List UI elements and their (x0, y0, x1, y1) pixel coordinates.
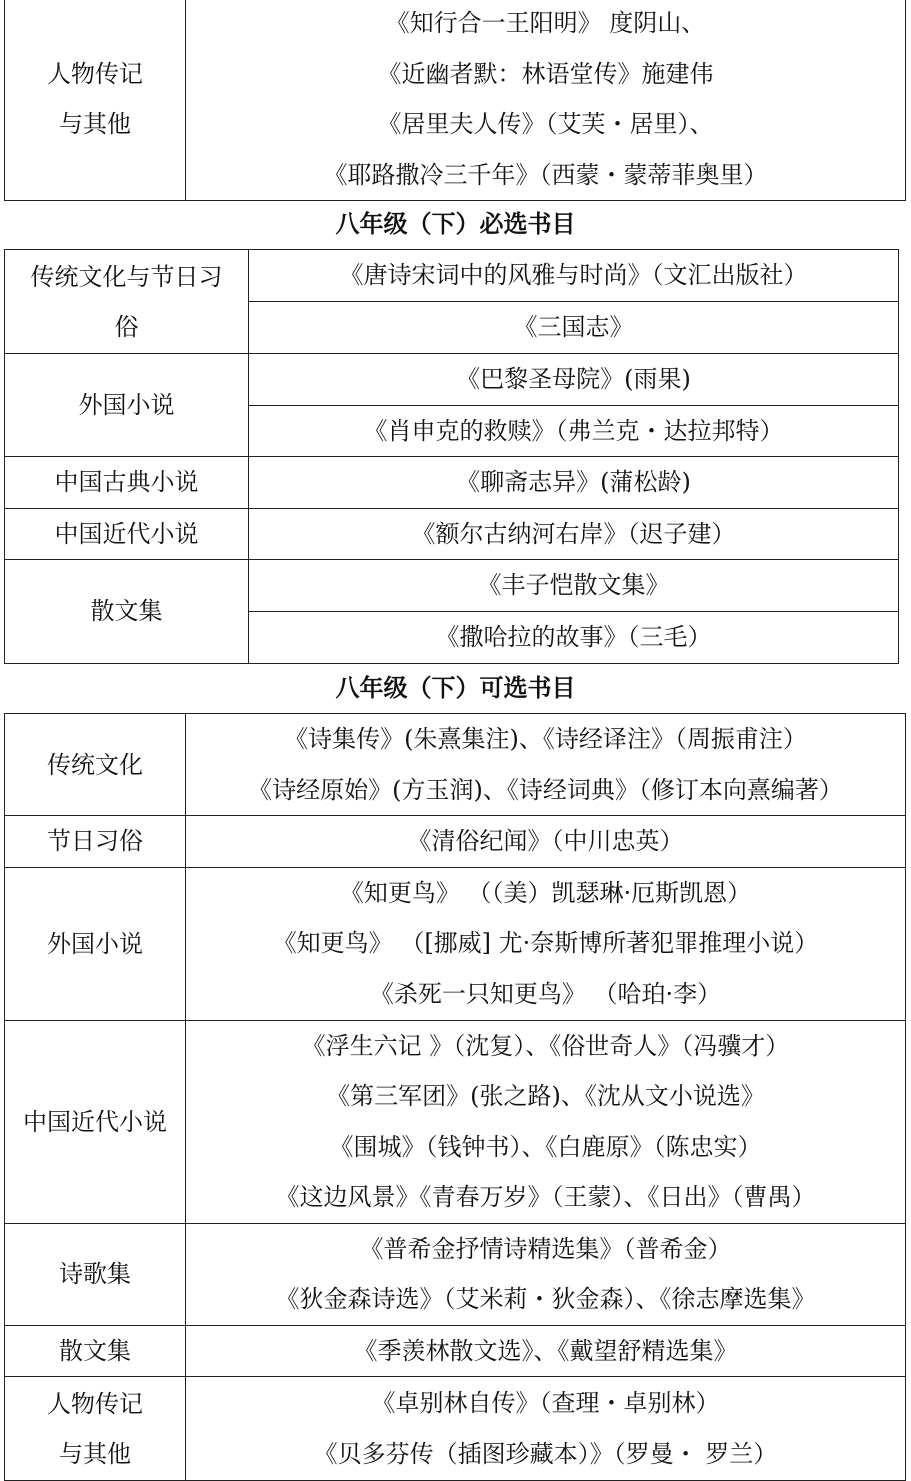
table-row (5, 508, 899, 560)
category-cell: 散文集 (5, 1325, 186, 1377)
section-title-optional: 八年级（下）可选书目 (335, 674, 576, 702)
books-cell: 《季羡林散文选》、《戴望舒精选集》 (186, 1325, 906, 1377)
table-row (5, 1223, 906, 1325)
table-row (5, 1377, 906, 1481)
books-cell: 《知更鸟》 （（美）凯瑟琳·厄斯凯恩） 《知更鸟》 （[挪威] 尤·奈斯博所著犯罪推理小说） 《杀死一只知更鸟》 （哈珀·李） (186, 867, 906, 1020)
table-row (5, 714, 906, 816)
books-cell: 《诗集传》(朱熹集注)、《诗经译注》（周振甫注） 《诗经原始》(方玉润)、《诗经词典》（修订本向熹编著） (186, 714, 906, 816)
category-cell: 中国古典小说 (5, 457, 249, 509)
category-cell: 人物传记 与其他 (5, 0, 186, 201)
book-cell: 《三国志》 (249, 302, 899, 354)
category-cell: 人物传记 与其他 (5, 1377, 186, 1481)
book-cell: 《丰子恺散文集》 (249, 560, 899, 612)
category-cell: 传统文化 (5, 714, 186, 816)
books-cell: 《卓别林自传》（查理・卓别林） 《贝多芬传（插图珍藏本）》（罗曼・ 罗兰） (186, 1377, 906, 1481)
category-cell: 中国近代小说 (5, 1020, 186, 1223)
category-cell: 散文集 (5, 560, 249, 664)
table-row (5, 457, 899, 509)
books-cell: 《知行合一王阳明》 度阴山、 《近幽者默：林语堂传》施建伟 《居里夫人传》（艾芙・居里）、 《耶路撒冷三千年》（西蒙・蒙蒂菲奥里） (186, 0, 906, 201)
required-book-table (4, 249, 899, 664)
book-cell: 《肖申克的救赎》（弗兰克・达拉邦特） (249, 405, 899, 457)
category-cell: 诗歌集 (5, 1223, 186, 1325)
category-cell: 传统文化与节日习 俗 (5, 250, 249, 354)
category-cell: 外国小说 (5, 867, 186, 1020)
table-row (5, 1020, 906, 1223)
book-cell: 《撒哈拉的故事》（三毛） (249, 612, 899, 664)
top-book-table (4, 0, 906, 201)
book-cell: 《巴黎圣母院》(雨果) (249, 354, 899, 406)
section-title-required: 八年级（下）必选书目 (335, 210, 576, 238)
table-row (5, 0, 906, 201)
category-cell: 节日习俗 (5, 816, 186, 868)
book-cell: 《聊斋志异》(蒲松龄) (249, 457, 899, 509)
table-row (5, 816, 906, 868)
table-row (5, 560, 899, 612)
books-cell: 《浮生六记 》（沈复）、《俗世奇人》（冯骥才） 《第三军团》(张之路)、《沈从文小说选》 《围城》（钱钟书）、《白鹿原》（陈忠实） 《这边风景》《青春万岁》（王蒙）、《日出》（曹禺） (186, 1020, 906, 1223)
books-cell: 《普希金抒情诗精选集》（普希金） 《狄金森诗选》（艾米莉・狄金森）、《徐志摩选集》 (186, 1223, 906, 1325)
book-cell: 《额尔古纳河右岸》（迟子建） (249, 508, 899, 560)
table-row (5, 867, 906, 1020)
optional-book-table (4, 713, 906, 1481)
table-row (5, 250, 899, 302)
table-row (5, 1325, 906, 1377)
table-row (5, 354, 899, 406)
books-cell: 《清俗纪闻》（中川忠英） (186, 816, 906, 868)
book-cell: 《唐诗宋词中的风雅与时尚》（文汇出版社） (249, 250, 899, 302)
category-cell: 中国近代小说 (5, 508, 249, 560)
category-cell: 外国小说 (5, 354, 249, 457)
